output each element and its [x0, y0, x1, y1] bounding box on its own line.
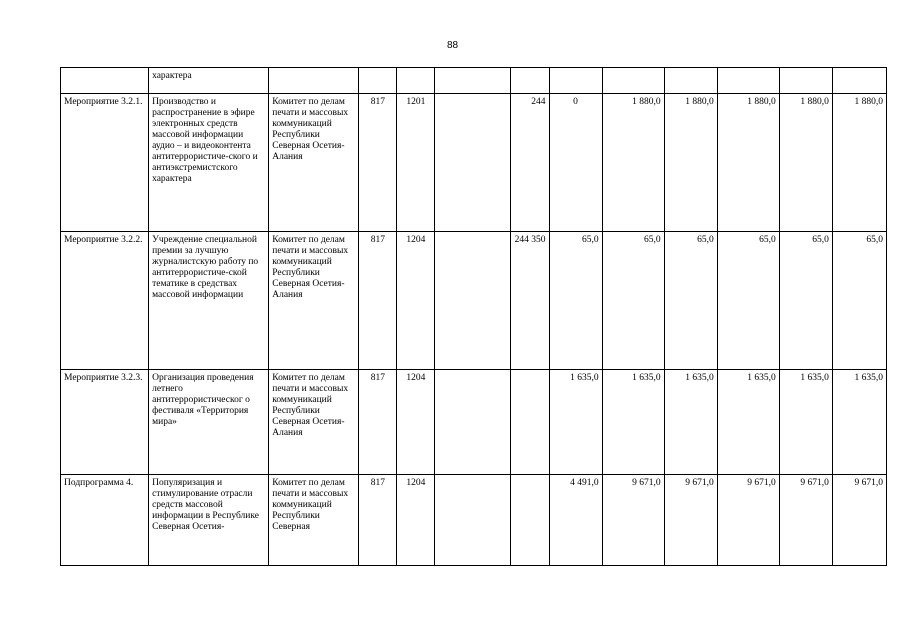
- table-cell-amount: 9 671,0: [779, 475, 832, 566]
- table-cell: [602, 68, 664, 94]
- table-cell-rzpr: 1204: [397, 370, 435, 475]
- table-cell-grbs: 817: [359, 370, 397, 475]
- table-cell-amount: 1 635,0: [717, 370, 779, 475]
- table-cell: [359, 68, 397, 94]
- table-cell-name: Мероприятие 3.2.1.: [61, 94, 149, 232]
- table-cell-amount: 1 880,0: [779, 94, 832, 232]
- table-cell-amount: 9 671,0: [717, 475, 779, 566]
- table-cell: [832, 68, 886, 94]
- table-cell-executor: Комитет по делам печати и массовых коммуникаций Республики Северная Осетия-Алания: [269, 232, 359, 370]
- table-cell-description: характера: [149, 68, 269, 94]
- table-cell-name: Мероприятие 3.2.3.: [61, 370, 149, 475]
- table-cell-name: Мероприятие 3.2.2.: [61, 232, 149, 370]
- table-cell-csr: [435, 94, 511, 232]
- table-cell-rzpr: 1204: [397, 475, 435, 566]
- table-cell-amount: 9 671,0: [832, 475, 886, 566]
- table-cell-amount: 4 491,0: [549, 475, 602, 566]
- table-row: [61, 94, 887, 232]
- table-cell: [717, 68, 779, 94]
- table-cell-csr: [435, 475, 511, 566]
- table-cell-vr: [511, 475, 549, 566]
- table-cell-executor: Комитет по делам печати и массовых коммуникаций Республики Северная: [269, 475, 359, 566]
- table-cell-rzpr: 1204: [397, 232, 435, 370]
- table-cell: [549, 68, 602, 94]
- table-cell-rzpr: 1201: [397, 94, 435, 232]
- table-cell-amount: 1 880,0: [664, 94, 717, 232]
- table-row: [61, 370, 887, 475]
- table-cell-amount: 1 635,0: [832, 370, 886, 475]
- table-cell-csr: [435, 370, 511, 475]
- table-cell-description: Организация проведения летнего антитеррористическог о фестиваля «Территория мира»: [149, 370, 269, 475]
- table-cell-amount: 65,0: [832, 232, 886, 370]
- table-cell-vr: [511, 370, 549, 475]
- table-cell: [511, 68, 549, 94]
- table-cell-amount: 0: [549, 94, 602, 232]
- table-cell-amount: 1 635,0: [664, 370, 717, 475]
- table-cell-amount: 1 635,0: [602, 370, 664, 475]
- budget-table: [60, 67, 887, 566]
- table-cell-amount: 65,0: [602, 232, 664, 370]
- table-row-continuation: [61, 68, 887, 94]
- table-cell: [435, 68, 511, 94]
- table-cell-executor: Комитет по делам печати и массовых коммуникаций Республики Северная Осетия-Алания: [269, 94, 359, 232]
- table-cell-grbs: 817: [359, 475, 397, 566]
- table-cell-amount: 65,0: [664, 232, 717, 370]
- table-row: [61, 475, 887, 566]
- table-cell-grbs: 817: [359, 94, 397, 232]
- table-cell-amount: 65,0: [549, 232, 602, 370]
- table-cell-amount: 1 880,0: [832, 94, 886, 232]
- table-cell-executor: Комитет по делам печати и массовых коммуникаций Республики Северная Осетия-Алания: [269, 370, 359, 475]
- table-cell-amount: 9 671,0: [664, 475, 717, 566]
- table-cell-amount: 1 635,0: [779, 370, 832, 475]
- table-cell: [61, 68, 149, 94]
- table-cell-vr: 244: [511, 94, 549, 232]
- table-cell: [779, 68, 832, 94]
- table-cell-amount: 65,0: [717, 232, 779, 370]
- table-cell-amount: 1 880,0: [602, 94, 664, 232]
- table-cell-description: Производство и распространение в эфире электронных средств массовой информации аудио – и видеоконтента антитеррористиче-ского и антиэкстремистского характера: [149, 94, 269, 232]
- table-cell-grbs: 817: [359, 232, 397, 370]
- table-cell-amount: 65,0: [779, 232, 832, 370]
- table-row: [61, 232, 887, 370]
- table-cell: [664, 68, 717, 94]
- table-cell-amount: 1 880,0: [717, 94, 779, 232]
- table-cell-description: Учреждение специальной премии за лучшую журналистскую работу по антитеррористиче-ской тематике в средствах массовой информации: [149, 232, 269, 370]
- table-cell-description: Популяризация и стимулирование отрасли средств массовой информации в Республике Северная Осетия-: [149, 475, 269, 566]
- table-cell-amount: 1 635,0: [549, 370, 602, 475]
- table-cell-name: Подпрограмма 4.: [61, 475, 149, 566]
- table-cell-vr: 244 350: [511, 232, 549, 370]
- table-cell: [397, 68, 435, 94]
- table-cell-csr: [435, 232, 511, 370]
- table-cell: [269, 68, 359, 94]
- page-number: 88: [446, 40, 459, 51]
- table-cell-amount: 9 671,0: [602, 475, 664, 566]
